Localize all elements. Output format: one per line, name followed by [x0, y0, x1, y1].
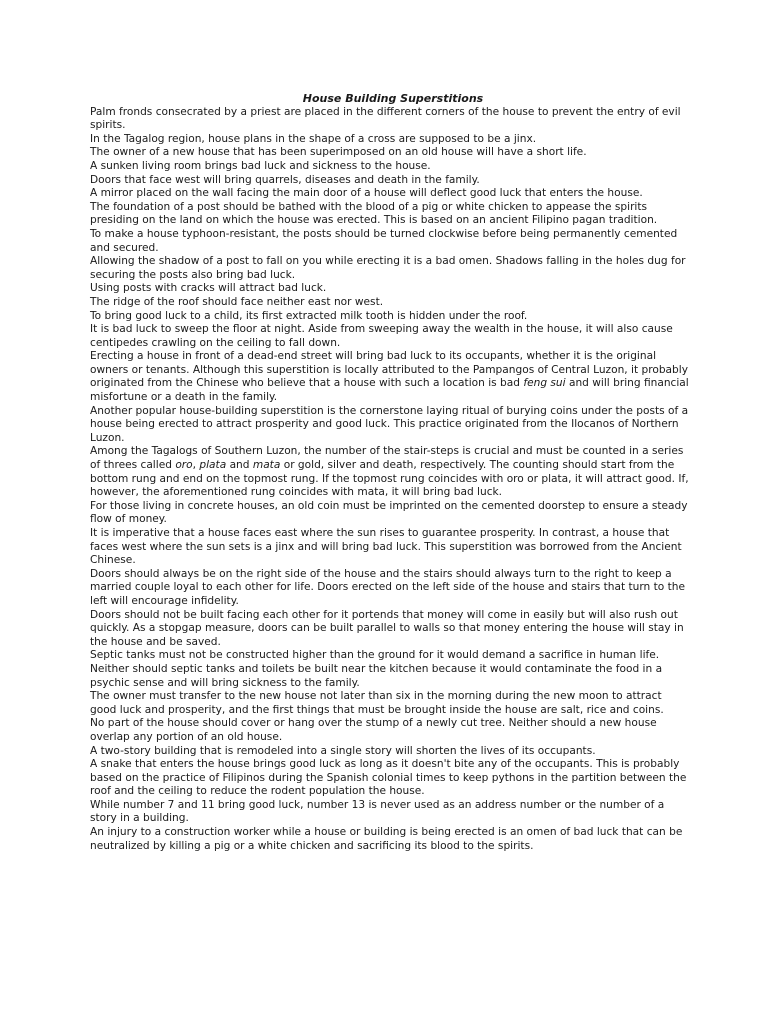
paragraph: To bring good luck to a child, its first extracted milk tooth is hidden under the roof.: [90, 309, 528, 322]
paragraph: The owner must transfer to the new house not later than six in the morning during the new moon to attract good luck and prosperity, and the first things that must be brought inside the house are salt, rice and coins.: [90, 690, 664, 716]
paragraph-text: or gold, silver and death, respectively. The counting should start from the bottom rung and end on the topmost rung. If the topmost rung coincides with oro or plata, it will attract good. If, however, the aforementioned rung coincides with mata, it will bring bad luck.: [90, 459, 689, 499]
paragraph: In the Tagalog region, house plans in the shape of a cross are supposed to be a jinx.: [90, 132, 537, 145]
paragraph: Doors that face west will bring quarrels, diseases and death in the family.: [90, 173, 480, 186]
document-body: [90, 106, 690, 854]
italic-term: mata: [252, 459, 281, 472]
paragraph-text: Among the Tagalogs of Southern Luzon, the number of the stair-steps is crucial and must be counted in a series of threes called: [90, 445, 684, 472]
paragraph: Doors should always be on the right side of the house and the stairs should always turn to the right to keep a married couple loyal to each other for life. Doors erected on the left side of the house and stairs that turn to the left will encourage infidelity.: [90, 567, 685, 607]
paragraph: No part of the house should cover or hang over the stump of a newly cut tree. Neither should a new house overlap any portion of an old house.: [90, 717, 657, 743]
document-title: House Building Superstitions: [302, 92, 484, 105]
paragraph: A mirror placed on the wall facing the main door of a house will deflect good luck that enters the house.: [90, 187, 643, 200]
paragraph: For those living in concrete houses, an old coin must be imprinted on the cemented doorstep to ensure a steady flow of money.: [90, 499, 688, 526]
paragraph: Using posts with cracks will attract bad luck.: [90, 282, 327, 295]
paragraph: An injury to a construction worker while a house or building is being erected is an omen of bad luck that can be neutralized by killing a pig or a white chicken and sacrificing its blood to the spirits.: [90, 826, 683, 852]
paragraph: It is bad luck to sweep the floor at night. Aside from sweeping away the wealth in the house, it will also cause centipedes crawling on the ceiling to fall down.: [90, 323, 673, 349]
italic-term: feng sui: [523, 377, 566, 390]
paragraph: A snake that enters the house brings good luck as long as it doesn't bite any of the occupants. This is probably based on the practice of Filipinos during the Spanish colonial times to keep pythons in the partition between the roof and the ceiling to reduce the rodent population the house.: [90, 758, 687, 798]
paragraph: It is imperative that a house faces east where the sun rises to guarantee prosperity. In contrast, a house that faces west where the sun sets is a jinx and will bring bad luck. This superstition was borrowed from the Ancient Chinese.: [90, 527, 682, 567]
italic-term: plata: [199, 459, 227, 472]
paragraph-text: and will bring financial misfortune or a death in the family.: [90, 377, 689, 404]
paragraph: Palm fronds consecrated by a priest are placed in the different corners of the house to prevent the entry of evil spirits.: [90, 105, 681, 132]
paragraph: [90, 350, 690, 404]
paragraph: While number 7 and 11 bring good luck, number 13 is never used as an address number or the number of a story in a building.: [90, 798, 665, 825]
italic-term: oro: [175, 459, 193, 472]
document-page: [90, 92, 690, 853]
paragraph: The ridge of the roof should face neither east nor west.: [90, 295, 384, 308]
paragraph-text: and: [226, 459, 253, 472]
paragraph: [90, 445, 690, 499]
paragraph: Septic tanks must not be constructed higher than the ground for it would demand a sacrifice in human life. Neither should septic tanks and toilets be built near the kitchen because it would contaminate the food in a psychic sense and will bring sickness to the family.: [90, 649, 663, 689]
paragraph: A sunken living room brings bad luck and sickness to the house.: [90, 159, 431, 172]
paragraph: A two-story building that is remodeled into a single story will shorten the lives of its occupants.: [90, 744, 596, 757]
paragraph: The foundation of a post should be bathed with the blood of a pig or white chicken to appease the spirits presiding on the land on which the house was erected. This is based on an ancient Filipino pagan tradition.: [90, 200, 658, 227]
paragraph: Doors should not be built facing each other for it portends that money will come in easily but will also rush out quickly. As a stopgap measure, doors can be built parallel to walls so that money entering the house will stay in the house and be saved.: [90, 608, 684, 648]
paragraph: To make a house typhoon-resistant, the posts should be turned clockwise before being permanently cemented and secured.: [90, 227, 678, 254]
paragraph: Another popular house-building superstition is the cornerstone laying ritual of burying coins under the posts of a house being erected to attract prosperity and good luck. This practice originated from the Ilocanos of Northern Luzon.: [90, 404, 689, 444]
paragraph-text: Erecting a house in front of a dead-end street will bring bad luck to its occupants, whether it is the original owners or tenants. Although this superstition is locally attributed to the Pampangos of Central Luzon, it probably originated from the Chinese who believe that a house with such a location is bad: [90, 350, 688, 390]
paragraph-text: ,: [192, 459, 200, 472]
paragraph: The owner of a new house that has been superimposed on an old house will have a short life.: [90, 146, 587, 159]
paragraph: Allowing the shadow of a post to fall on you while erecting it is a bad omen. Shadows falling in the holes dug for securing the posts also bring bad luck.: [90, 255, 686, 281]
